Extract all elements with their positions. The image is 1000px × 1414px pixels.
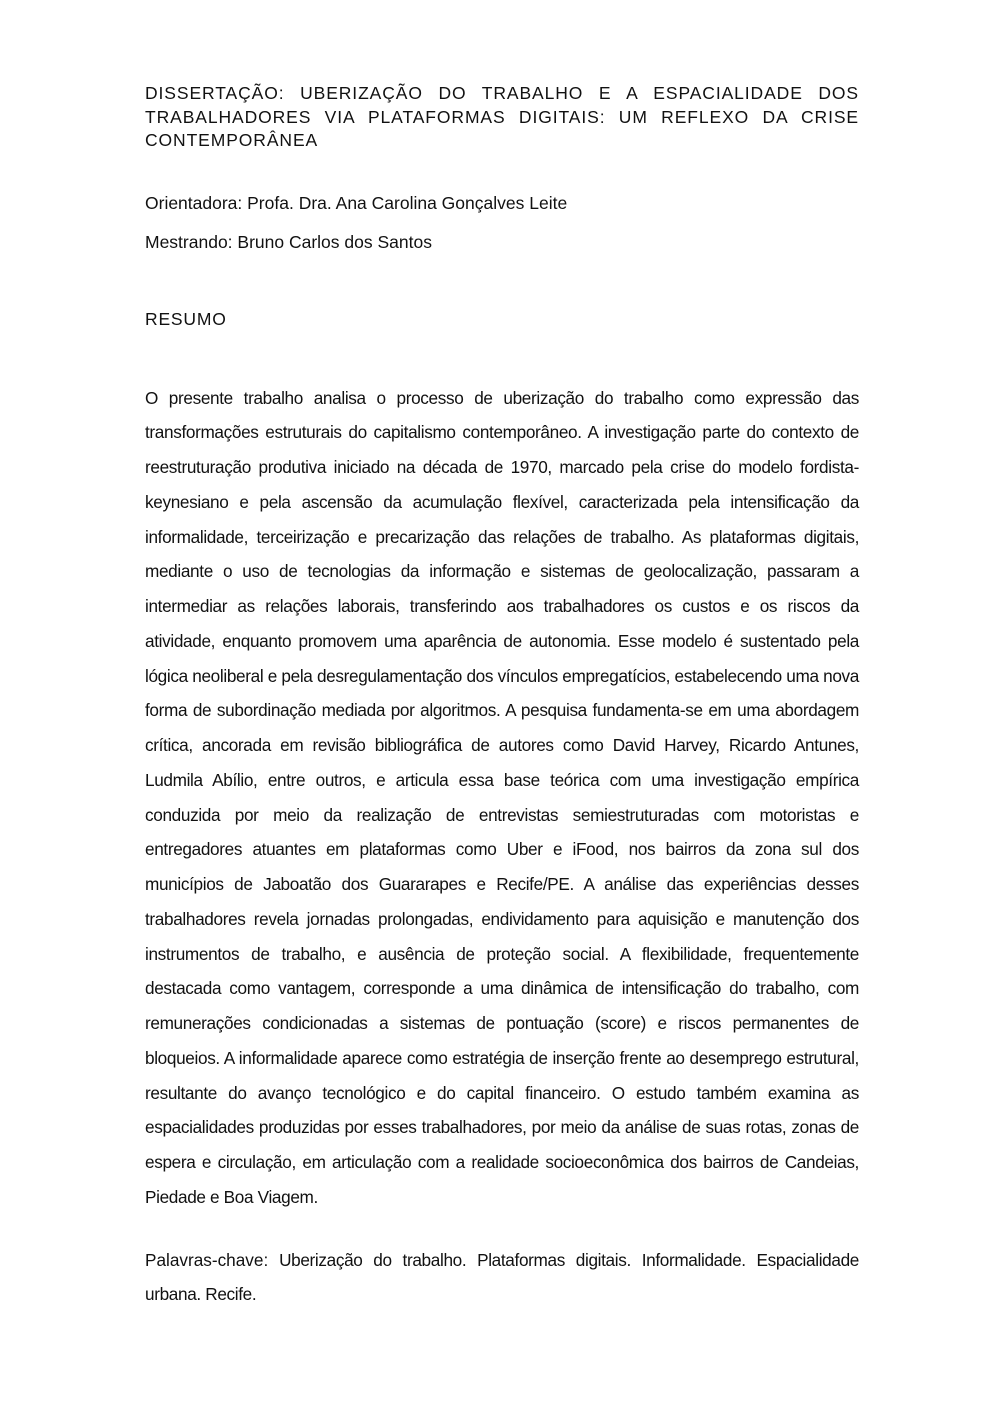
abstract-heading: RESUMO bbox=[145, 308, 227, 329]
keywords-paragraph bbox=[145, 1243, 859, 1313]
document-page bbox=[145, 82, 859, 1312]
keywords-list: Uberização do trabalho. Plataformas digitais. Informalidade. Espacialidade urbana. Recife. bbox=[145, 1249, 859, 1305]
advisor-line: Orientadora: Profa. Dra. Ana Carolina Gonçalves Leite bbox=[145, 192, 568, 213]
document-title: DISSERTAÇÃO: UBERIZAÇÃO DO TRABALHO E A ESPACIALIDADE DOS TRABALHADORES VIA PLATAFORMAS DIGITAIS: UM REFLEXO DA CRISE CONTEMPORÂNEA bbox=[145, 83, 859, 150]
student-line: Mestrando: Bruno Carlos dos Santos bbox=[145, 231, 432, 252]
abstract-paragraph: O presente trabalho analisa o processo de uberização do trabalho como expressão das transformações estruturais do capitalismo contemporâneo. A investigação parte do contexto de reestruturação produtiva iniciado na década de 1970, marcado pela crise do modelo fordista-keynesiano e pela ascensão da acumulação flexível, caracterizada pela intensificação da informalidade, terceirização e precarização das relações de trabalho. As plataformas digitais, mediante o uso de tecnologias da informação e sistemas de geolocalização, passaram a intermediar as relações laborais, transferindo aos trabalhadores os custos e os riscos da atividade, enquanto promovem uma aparência de autonomia. Esse modelo é sustentado pela lógica neoliberal e pela desregulamentação dos vínculos empregatícios, estabelecendo uma nova forma de subordinação mediada por algoritmos. A pesquisa fundamenta-se em uma abordagem crítica, ancorada em revisão bibliográfica de autores como David Harvey, Ricardo Antunes, Ludmila Abílio, entre outros, e articula essa base teórica com uma investigação empírica conduzida por meio da realização de entrevistas semiestruturadas com motoristas e entregadores atuantes em plataformas como Uber e iFood, nos bairros da zona sul dos municípios de Jaboatão dos Guararapes e Recife/PE. A análise das experiências desses trabalhadores revela jornadas prolongadas, endividamento para aquisição e manutenção dos instrumentos de trabalho, e ausência de proteção social. A flexibilidade, frequentemente destacada como vantagem, corresponde a uma dinâmica de intensificação do trabalho, com remunerações condicionadas a sistemas de pontuação (score) e riscos permanentes de bloqueios. A informalidade aparece como estratégia de inserção frente ao desemprego estrutural, resultante do avanço tecnológico e do capital financeiro. O estudo também examina as espacialidades produzidas por esses trabalhadores, por meio da análise de suas rotas, zonas de espera e circulação, em articulação com a realidade socioeconômica dos bairros de Candeias, Piedade e Boa Viagem. bbox=[145, 387, 859, 1207]
keywords-label: Palavras-chave: bbox=[145, 1249, 269, 1270]
